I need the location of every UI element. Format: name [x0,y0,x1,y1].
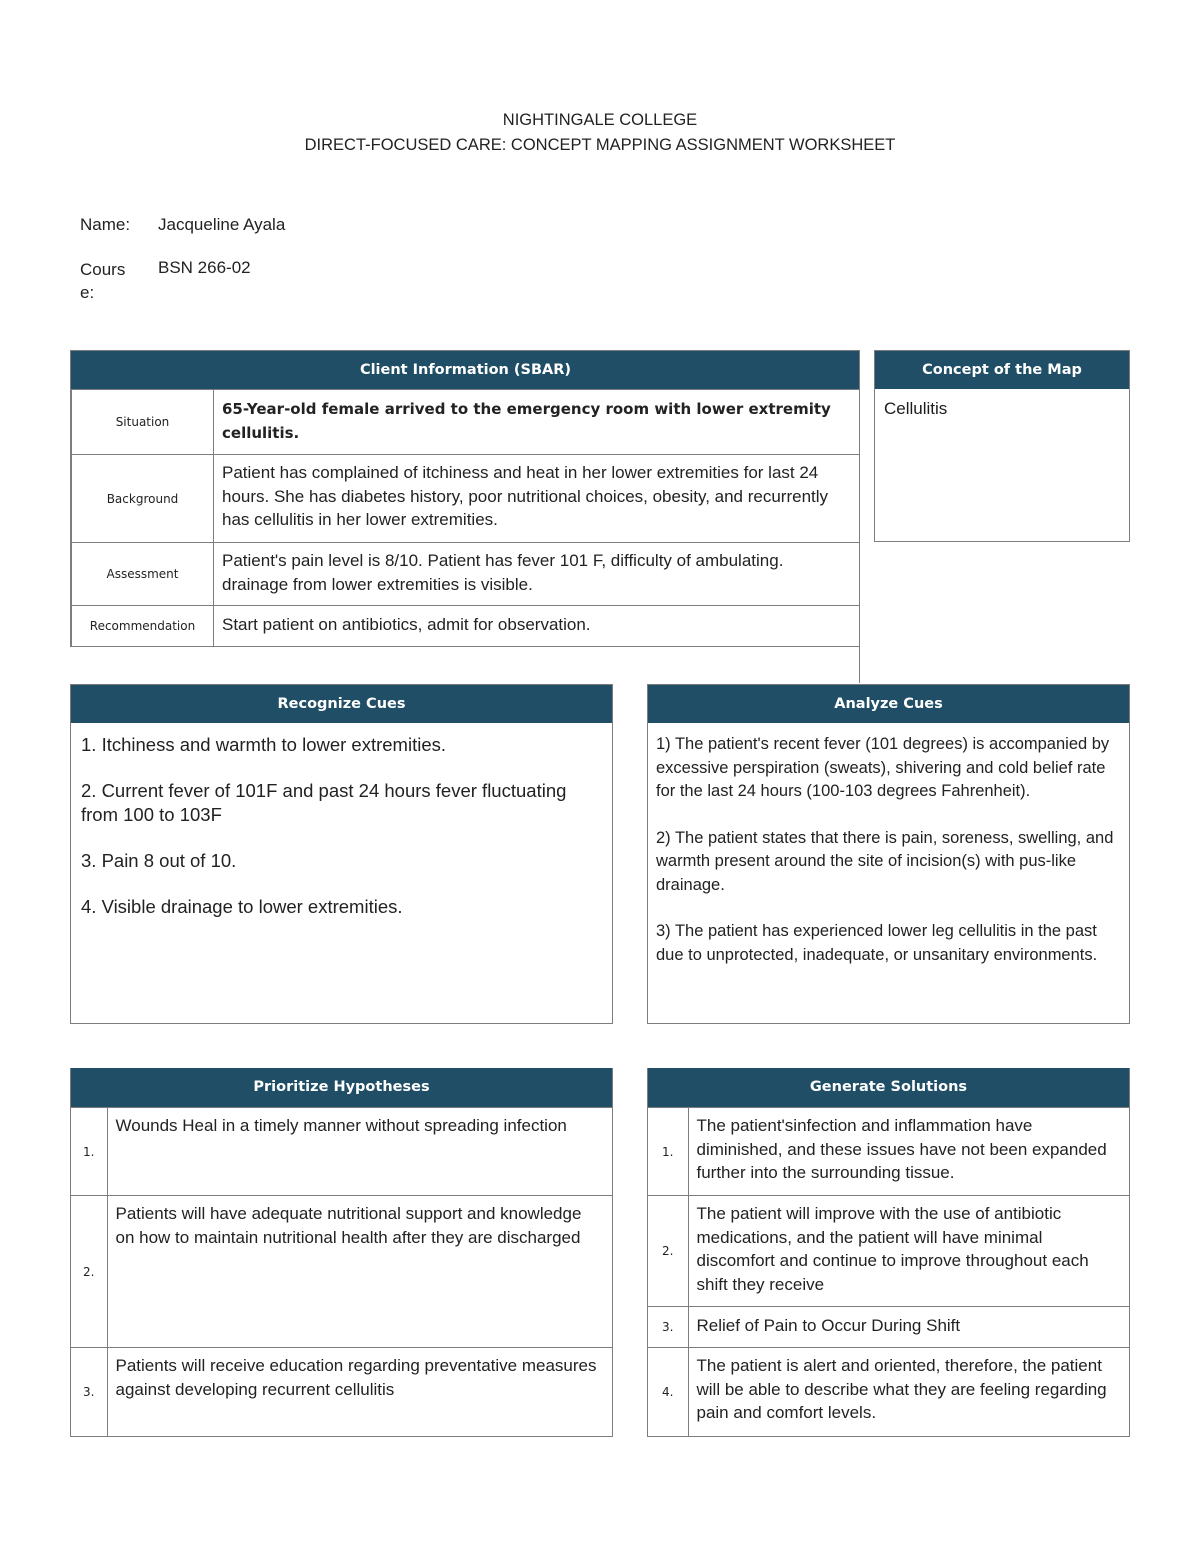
student-name: Jacqueline Ayala [158,215,286,234]
worksheet-title: DIRECT-FOCUSED CARE: CONCEPT MAPPING ASSIGNMENT WORKSHEET [304,136,896,154]
background-label: Background [72,455,214,543]
table-row: 4. The patient is alert and oriented, therefore, the patient will be able to describe what they are feeling regarding pain and comfort levels. [648,1348,1129,1436]
solutions-header: Generate Solutions [648,1068,1129,1107]
list-item: 2. Current fever of 101F and past 24 hours fever fluctuating from 100 to 103F [81,780,567,825]
assessment-label: Assessment [72,543,214,606]
concept-header: Concept of the Map [875,351,1129,389]
list-item: 1. Itchiness and warmth to lower extremities. [81,734,447,755]
college-name: NIGHTINGALE COLLEGE [502,111,698,129]
table-row: 3. Patients will receive education regarding preventative measures against developing recurrent cellulitis [71,1348,612,1436]
sbar-header: Client Information (SBAR) [71,351,860,389]
solutions-panel [647,1068,1130,1437]
recommendation-label: Recommendation [72,606,214,647]
table-row: 1. The patient'sinfection and inflammation have diminished, and these issues have not been expanded further into the surrounding tissue. [648,1108,1129,1196]
situation-label: Situation [72,390,214,455]
analyze-cues-list [648,723,1129,967]
sbar-table [71,389,860,647]
prioritize-panel [70,1068,613,1437]
list-item: 3. Pain 8 out of 10. [81,850,237,871]
table-row: 2. The patient will improve with the use of antibiotic medications, and the patient will have minimal discomfort and continue to improve throughout each shift they receive [648,1196,1129,1307]
list-item: 3) The patient has experienced lower leg cellulitis in the past due to unprotected, inadequate, or unsanitary environments. [656,922,1098,964]
assessment-text: Patient's pain level is 8/10. Patient has fever 101 F, difficulty of ambulating. drainage from lower extremities is visible. [214,543,860,606]
recognize-cues-list [71,723,612,919]
sbar-row-background [72,455,860,543]
prioritize-header: Prioritize Hypotheses [71,1068,612,1107]
solutions-table [648,1107,1129,1436]
name-label: Name: [80,215,131,234]
course-label: Cours e: [80,260,126,302]
sbar-row-situation [72,390,860,455]
recognize-cues-header: Recognize Cues [71,685,612,723]
table-row: 2. Patients will have adequate nutritional support and knowledge on how to maintain nutritional health after they are discharged [71,1196,612,1348]
analyze-cues-header: Analyze Cues [648,685,1129,723]
table-row: 3. Relief of Pain to Occur During Shift [648,1307,1129,1348]
recognize-cues-panel [70,684,613,1024]
document-title [0,108,1200,158]
analyze-cues-panel [647,684,1130,1024]
sbar-row-assessment [72,543,860,606]
background-text: Patient has complained of itchiness and heat in her lower extremities for last 24 hours. She has diabetes history, poor nutritional choices, obesity, and recurrently has cellulitis in her lower extremities. [214,455,860,543]
concept-panel [874,350,1130,542]
list-item: 1) The patient's recent fever (101 degrees) is accompanied by excessive perspiration (sweats), shivering and cold belief rate for the last 24 hours (100-103 degrees Fahrenheit). [656,735,1110,800]
situation-text: 65-Year-old female arrived to the emergency room with lower extremity cellulitis. [214,390,860,455]
prioritize-table [71,1107,612,1436]
sbar-row-recommendation [72,606,860,647]
recommendation-text: Start patient on antibiotics, admit for observation. [214,606,860,647]
concept-value: Cellulitis [884,399,948,418]
list-item: 2) The patient states that there is pain, soreness, swelling, and warmth present around the site of incision(s) with pus-like drainage. [656,828,1114,894]
course-value: BSN 266-02 [158,258,251,277]
table-row: 1. Wounds Heal in a timely manner without spreading infection [71,1108,612,1196]
list-item: 4. Visible drainage to lower extremities. [81,896,403,917]
sbar-right-border [859,350,860,683]
sbar-panel [70,350,860,647]
